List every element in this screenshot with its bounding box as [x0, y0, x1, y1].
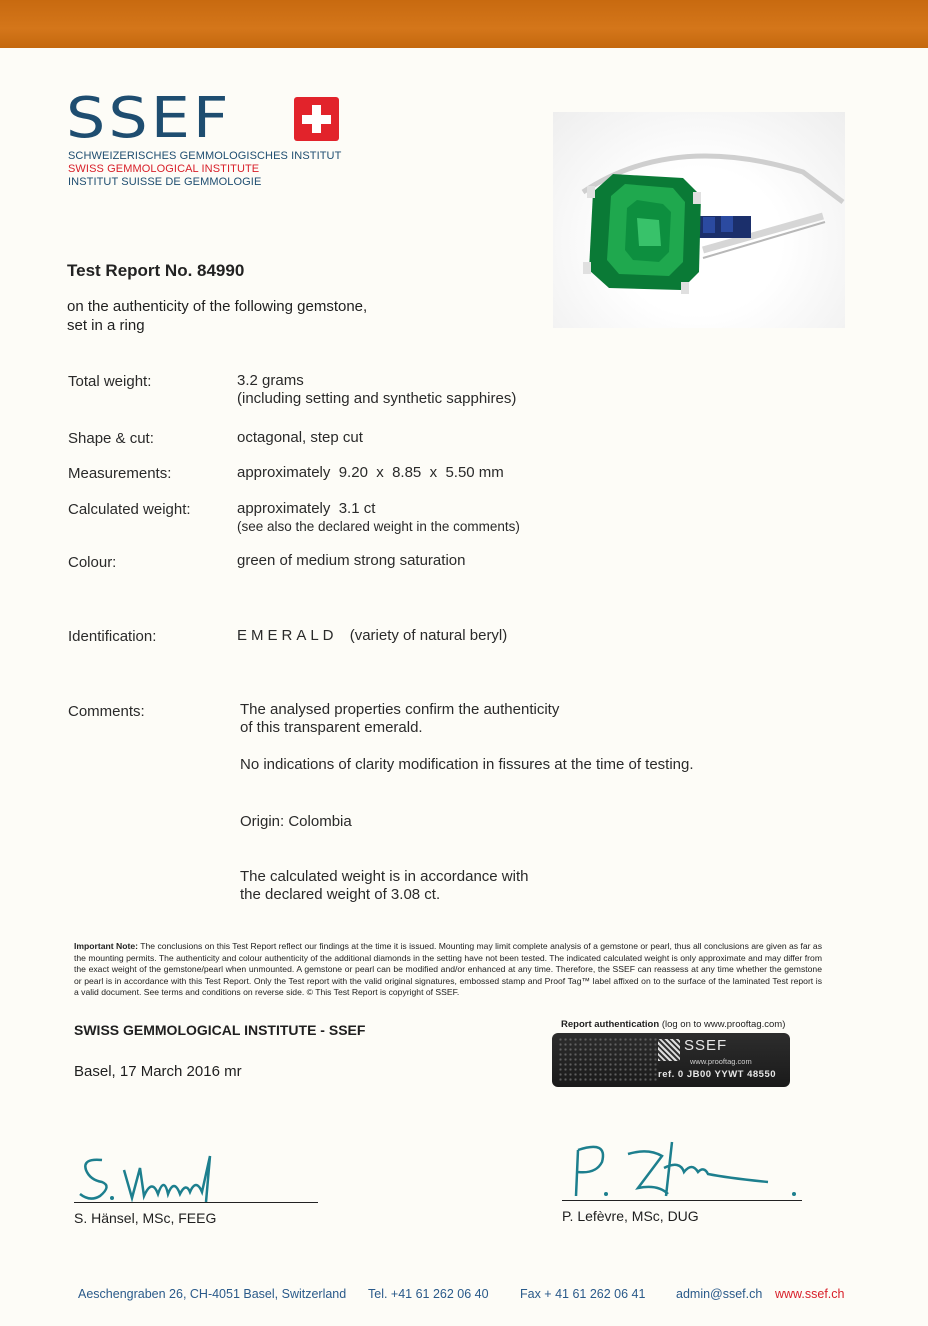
authentication-label-note: (log on to www.prooftag.com) — [661, 1019, 786, 1030]
signature-right — [568, 1138, 808, 1204]
important-note-label: Important Note: — [74, 941, 138, 951]
top-color-bar — [0, 0, 928, 48]
prooftag-bubble-code — [558, 1037, 658, 1083]
measurements-label: Measurements: — [68, 465, 172, 482]
ring-illustration — [553, 112, 845, 328]
measurements-value: approximately 9.20 x 8.85 x 5.50 mm — [237, 464, 504, 481]
calculated-weight-main: approximately 3.1 ct — [237, 500, 376, 517]
footer-address: Aeschengraben 26, CH-4051 Basel, Switzerland — [78, 1287, 347, 1301]
emerald-ring-photo — [553, 112, 845, 328]
identification-gem: EMERALD — [237, 627, 338, 644]
shape-cut-value: octagonal, step cut — [237, 429, 363, 446]
signature-left — [72, 1148, 232, 1208]
comments-p1-line-2: of this transparent emerald. — [240, 719, 423, 736]
important-note — [74, 941, 822, 999]
comments-paragraph-2: No indications of clarity modification in fissures at the time of testing. — [240, 756, 694, 773]
footer-email[interactable]: admin@ssef.ch — [676, 1287, 763, 1301]
identification-note: (variety of natural beryl) — [349, 627, 508, 644]
swiss-cross-icon — [294, 97, 339, 141]
signer-left-name: S. Hänsel, MSc, FEEG — [74, 1210, 217, 1226]
comments-paragraph-4 — [240, 868, 529, 904]
comments-p4-line-1: The calculated weight is in accordance with — [240, 868, 529, 885]
shape-cut-label: Shape & cut: — [68, 430, 154, 447]
prooftag-brand: SSEF — [684, 1037, 728, 1054]
colour-value: green of medium strong saturation — [237, 552, 466, 569]
report-subtitle — [67, 297, 367, 335]
authentication-label — [561, 1019, 785, 1030]
comments-paragraph-3: Origin: Colombia — [240, 813, 352, 830]
total-weight-main: 3.2 grams — [237, 372, 304, 389]
total-weight-label: Total weight: — [68, 373, 152, 390]
report-title: Test Report No. 84990 — [67, 261, 245, 280]
calculated-weight-value — [237, 500, 520, 536]
place-date: Basel, 17 March 2016 mr — [74, 1063, 242, 1080]
signature-line-left — [74, 1202, 318, 1203]
identification-value — [237, 627, 507, 645]
important-note-text: The conclusions on this Test Report reflect our findings at the time it is issued. Mounting may limit complete analysis of a gemstone or pearl, thus all conclusions are given as far as the mounting permits. The authenticity and colour authenticity of the additional diamonds in the setting have not been tested. The indicated calculated weight is only approximate and may differ from the exact weight of the gemstone/pearl when unmounted. A gemstone or pearl can be modified and/or enhanced at any time. Therefore, the SSEF can reassess at any time whether the gemstone or pearl is in accordance with this Test Report. Only the Test report with the valid original signatures, embossed stamp and Proof Tag™ label affixed on to the surface of the laminated Test report is a valid document. See terms and conditions on reverse side. © This Test Report is copyright of SSEF. — [74, 941, 822, 997]
total-weight-value — [237, 372, 516, 408]
footer-fax: Fax + 41 61 262 06 41 — [520, 1287, 646, 1301]
qr-code-icon — [658, 1039, 680, 1061]
comments-label: Comments: — [68, 703, 145, 720]
signature-line-right — [562, 1200, 802, 1201]
authentication-label-main: Report authentication — [561, 1019, 660, 1030]
colour-label: Colour: — [68, 554, 117, 571]
comments-p1-line-1: The analysed properties confirm the authenticity — [240, 701, 560, 718]
subtitle-line-1: on the authenticity of the following gemstone, — [67, 298, 368, 315]
ssef-logo-text: SSEF — [66, 84, 232, 151]
comments-paragraph-1 — [240, 701, 559, 737]
institute-name-en: SWISS GEMMOLOGICAL INSTITUTE — [68, 163, 260, 175]
footer-web[interactable]: www.ssef.ch — [775, 1287, 845, 1301]
prooftag-label — [552, 1033, 790, 1087]
total-weight-note: (including setting and synthetic sapphires) — [237, 390, 517, 407]
prooftag-url: www.prooftag.com — [690, 1057, 752, 1066]
comments-p4-line-2: the declared weight of 3.08 ct. — [240, 886, 441, 903]
institute-name-fr: INSTITUT SUISSE DE GEMMOLOGIE — [68, 176, 262, 188]
institute-name-de: SCHWEIZERISCHES GEMMOLOGISCHES INSTITUT — [68, 150, 342, 162]
calculated-weight-label: Calculated weight: — [68, 501, 191, 518]
calculated-weight-note: (see also the declared weight in the comments) — [237, 519, 520, 534]
footer-tel: Tel. +41 61 262 06 40 — [368, 1287, 489, 1301]
signer-right-name: P. Lefèvre, MSc, DUG — [562, 1208, 699, 1224]
subtitle-line-2: set in a ring — [67, 317, 145, 334]
identification-label: Identification: — [68, 628, 157, 645]
prooftag-ref: ref. 0 JB00 YYWT 48550 — [658, 1069, 777, 1080]
issuer-name: SWISS GEMMOLOGICAL INSTITUTE - SSEF — [74, 1022, 366, 1038]
